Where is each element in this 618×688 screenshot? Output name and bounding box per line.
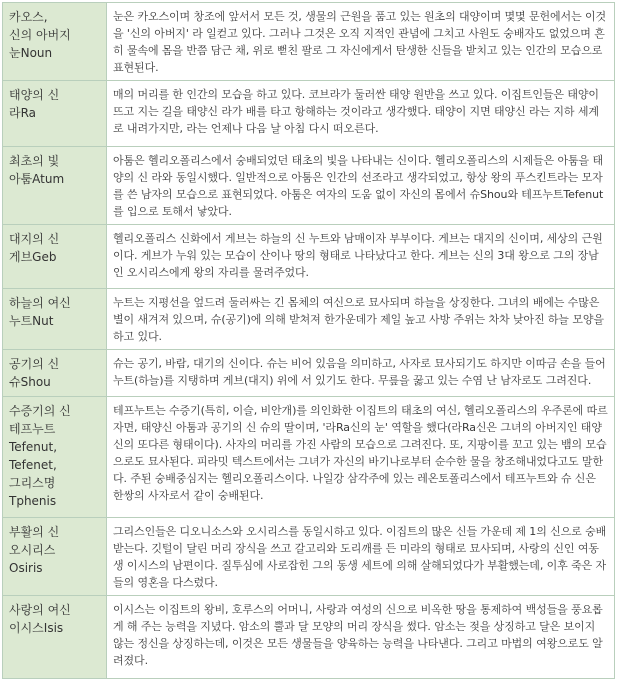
table-row: [3, 289, 615, 350]
god-name-cell: 대지의 신 게브Geb: [3, 225, 107, 289]
god-name-cell: 하늘의 여신 누트Nut: [3, 289, 107, 350]
table-row: [3, 350, 615, 397]
god-description-cell: 매의 머리를 한 인간의 모습을 하고 있다. 코브라가 둘러싼 태양 원반을 쓰고 있다. 이집트인들은 태양이 뜨고 지는 길을 태양신 라가 배를 타고 항해하는 것이라고 생각했다. 태양이 지면 태양신 라는 지하 세계로 내려가지만, 라는 언제나 다음 날 아침 다시 떠오른다.: [107, 81, 615, 147]
god-name-cell: 부활의 신 오시리스 Osiris: [3, 518, 107, 596]
god-description-cell: 슈는 공기, 바람, 대기의 신이다. 슈는 비어 있음을 의미하고, 사자로 묘사되기도 하지만 이따금 손을 들어 누트(하늘)를 지탱하며 게브(대지) 위에 서 있기도 한다. 무릎을 꿇고 있는 수염 난 남자로도 그려진다.: [107, 350, 615, 397]
table-row: [3, 225, 615, 289]
table-row: [3, 3, 615, 81]
god-description-cell: 아툼은 헬리오폴리스에서 숭배되었던 태초의 빛을 나타내는 신이다. 헬리오폴리스의 시제들은 아툼을 태양의 신 라와 동일시했다. 일반적으로 아툼은 인간의 선조라고 생각되었고, 항상 왕의 푸스킨트라는 모자를 쓴 남자의 모습으로 표현되었다. 아툼은 여자의 도움 없이 자신의 몸에서 슈Shou와 테프누트Tefenut를 입으로 토해서 낳았다.: [107, 147, 615, 225]
god-name-cell: 사랑의 여신 이시스Isis: [3, 596, 107, 679]
table-row: [3, 81, 615, 147]
god-description-cell: 헬리오폴리스 신화에서 게브는 하늘의 신 누트와 남매이자 부부이다. 게브는 대지의 신이며, 세상의 근원이다. 게브가 누워 있는 모습이 산이나 땅의 형태로 나타났다고 한다. 게브는 신의 3대 왕으로 그의 장남인 오시리스에게 왕의 자리를 물려주었다.: [107, 225, 615, 289]
god-description-cell: 눈은 카오스이며 창조에 앞서서 모든 것, 생물의 근원을 품고 있는 원초의 대양이며 몇몇 문헌에서는 이것을 '신의 아버지' 라 일컫고 있다. 그러나 그것은 오직 지적인 관념에 그치고 사원도 숭배자도 없었으며 흔히 물속에 몸을 반쯤 담근 채, 위로 뻗친 팔로 그 자신에게서 탄생한 신들을 받치고 있는 인간의 모습으로 표현된다.: [107, 3, 615, 81]
god-name-cell: 카오스, 신의 아버지 눈Noun: [3, 3, 107, 81]
god-description-cell: 이시스는 이집트의 왕비, 호루스의 어머니, 사랑과 여성의 신으로 비옥한 땅을 통제하여 백성들을 풍요롭게 해 주는 능력을 지녔다. 암소의 뿔과 달 모양의 머리 장식을 썼다. 암소는 젖을 상징하고 달은 보이지 않는 정신을 상징하는데, 이것은 모든 생물들을 양육하는 능력을 나타낸다. 그리고 마법의 여왕으로도 알려졌다.: [107, 596, 615, 679]
egyptian-gods-table: [2, 2, 615, 679]
god-name-cell: 수증기의 신 테프누트 Tefenut, Tefenet, 그리스명 Tphenis: [3, 397, 107, 518]
table-row: [3, 397, 615, 518]
god-name-cell: 태양의 신 라Ra: [3, 81, 107, 147]
god-name-cell: 최초의 빛 아툼Atum: [3, 147, 107, 225]
god-description-cell: 그리스인들은 디오니소스와 오시리스를 동일시하고 있다. 이집트의 많은 신들 가운데 제 1의 신으로 숭배받는다. 깃털이 달린 머리 장식을 쓰고 갈고리와 도리깨를 든 미라의 형태로 묘사되며, 사랑의 신인 여동생 이시스의 남편이다. 질투심에 사로잡힌 그의 동생 세트에 의해 살해되었다가 부활했는데, 이후 죽은 자들의 영혼을 다스렸다.: [107, 518, 615, 596]
god-description-cell: 테프누트는 수증기(특히, 이슬, 비안개)를 의인화한 이집트의 태초의 여신, 헬리오폴리스의 우주론에 따르자면, 태양신 아툼과 공기의 신 슈의 딸이며, '라Ra신의 눈' 역할을 했다(라Ra신은 그녀의 아버지인 태양신의 또다른 형태이다). 사자의 머리를 가진 사람의 모습으로 그려진다. 또, 지팡이를 꼬고 있는 뱀의 모습으로도 묘사된다. 피라밋 텍스트에서는 그녀가 자신의 바기나로부터 순수한 물을 창조해내었다고도 말한다. 주된 숭배중심지는 헬리오폴리스이다. 나일강 삼각주에 있는 레온토폴리스에서 테프누트와 슈 신은 한쌍의 사자로서 같이 숭배된다.: [107, 397, 615, 518]
table-row: [3, 147, 615, 225]
table-row: [3, 518, 615, 596]
god-description-cell: 누트는 지평선을 엎드려 둘러싸는 긴 몸체의 여신으로 묘사되며 하늘을 상징한다. 그녀의 배에는 수많은 별이 새겨져 있으며, 슈(공기)에 의해 받쳐져 한가운데가 제일 높고 사방 주위는 차차 낮아진 하늘 모양을 하고 있다.: [107, 289, 615, 350]
table-row: [3, 596, 615, 679]
god-name-cell: 공기의 신 슈Shou: [3, 350, 107, 397]
